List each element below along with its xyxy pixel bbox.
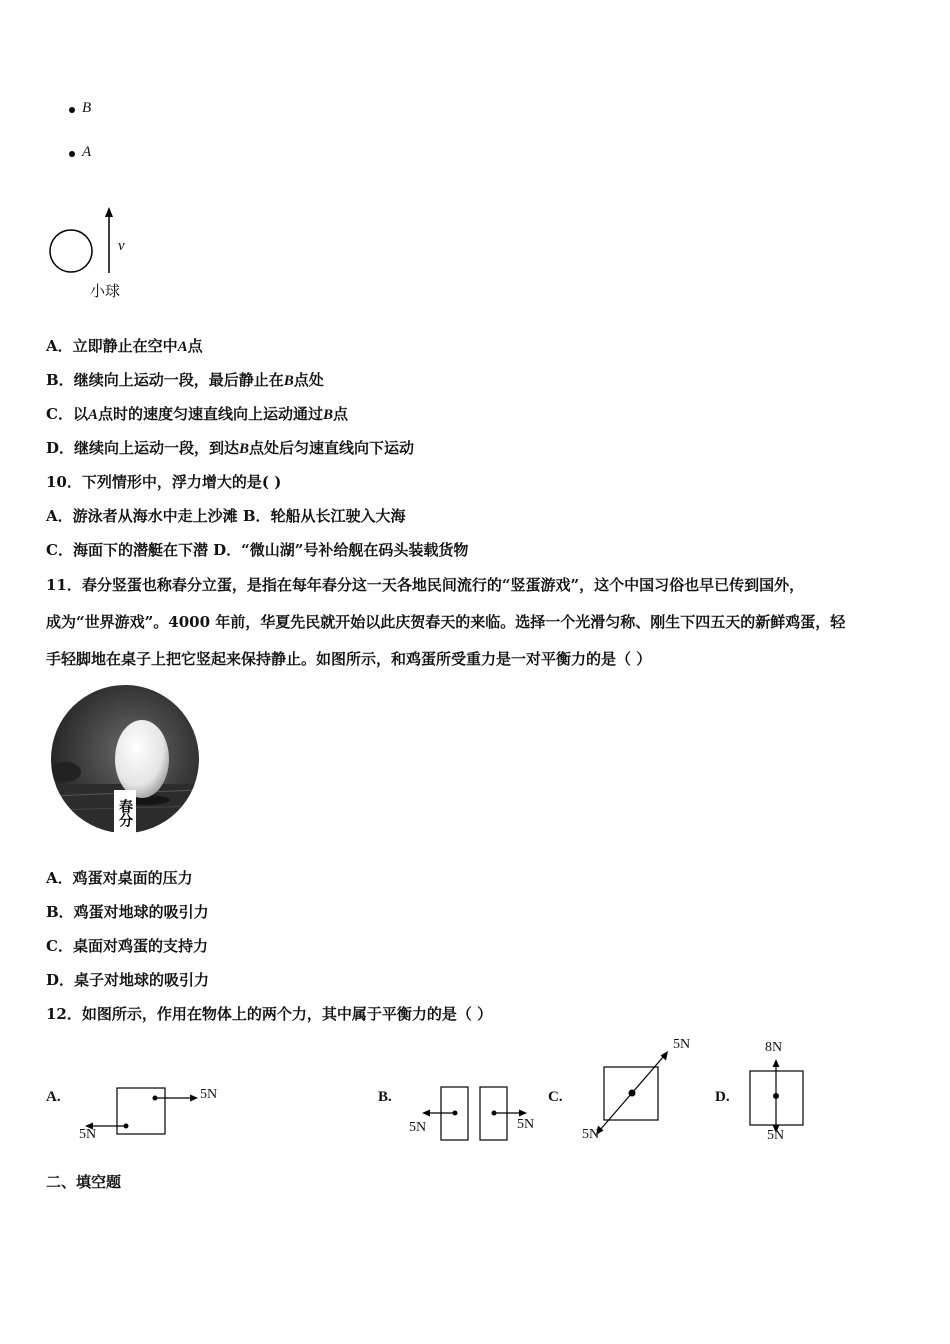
egg-shape (115, 720, 169, 798)
force-label-a-left: 5N (79, 1127, 97, 1142)
force-label-d-bottom: 5N (767, 1128, 785, 1143)
ball-circle (50, 230, 92, 272)
velocity-label: v (118, 238, 125, 254)
spring-equinox-seal: 春分 (114, 790, 136, 836)
q9-option-c: C．以A点时的速度匀速直线向上运动通过B点 (46, 405, 349, 423)
q11-stem-line1: 11．春分竖蛋也称春分立蛋，是指在每年春分这一天各地民间流行的“竖蛋游戏”，这个中国习俗也早已传到国外， (46, 576, 805, 594)
force-label-c-bottom: 5N (582, 1127, 600, 1142)
q9-option-b: B．继续向上运动一段，最后静止在B点处 (46, 371, 324, 389)
q11-stem-line3: 手轻脚地在桌子上把它竖起来保持静止。如图所示，和鸡蛋所受重力是一对平衡力的是（ ） (46, 650, 652, 668)
force-label-b-left: 5N (409, 1120, 427, 1135)
point-a-dot (69, 151, 75, 157)
force-label-a-right: 5N (200, 1087, 218, 1102)
ball-caption: 小球 (90, 282, 121, 300)
q11-option-a: A．鸡蛋对桌面的压力 (46, 869, 193, 887)
point-b-dot (69, 107, 75, 113)
point-a-label: A (82, 144, 92, 160)
velocity-arrowhead (105, 207, 113, 217)
q9-option-a: A．立即静止在空中A点 (46, 337, 203, 355)
q10-stem: 10．下列情形中，浮力增大的是( ) (46, 473, 282, 491)
q11-option-d: D．桌子对地球的吸引力 (46, 971, 210, 989)
force-label-b-right: 5N (517, 1117, 535, 1132)
q11-stem-line2: 成为“世界游戏”。4000 年前，华夏先民就开始以此庆贺春天的来临。选择一个光滑匀称、刚生下四五天的新鲜鸡蛋，轻 (46, 613, 846, 631)
diagram-c (596, 1051, 668, 1135)
q12-label-b: B. (378, 1089, 392, 1105)
q12-label-d: D. (715, 1089, 730, 1105)
diagram-b (422, 1087, 527, 1140)
force-label-d-top: 8N (765, 1040, 783, 1055)
diagram-a (85, 1088, 198, 1134)
q11-option-b: B．鸡蛋对地球的吸引力 (46, 903, 209, 921)
point-b-label: B (82, 100, 92, 116)
section-title: 二、填空题 (46, 1173, 122, 1191)
ball-motion-diagram (40, 95, 150, 310)
q10-options-row1: A．游泳者从海水中走上沙滩 B．轮船从长江驶入大海 (46, 507, 406, 525)
diagram-d (750, 1059, 803, 1133)
force-diagrams (0, 1030, 950, 1155)
q12-label-c: C. (548, 1089, 563, 1105)
q12-label-a: A. (46, 1089, 61, 1105)
q10-options-row2: C．海面下的潜艇在下潜 D．“微山湖”号补给舰在码头装载货物 (46, 541, 469, 559)
force-label-c-top: 5N (673, 1037, 691, 1052)
q12-stem: 12．如图所示，作用在物体上的两个力，其中属于平衡力的是（ ） (46, 1005, 493, 1023)
q9-option-d: D．继续向上运动一段，到达B点处后匀速直线向下运动 (46, 439, 415, 457)
q11-option-c: C．桌面对鸡蛋的支持力 (46, 937, 208, 955)
